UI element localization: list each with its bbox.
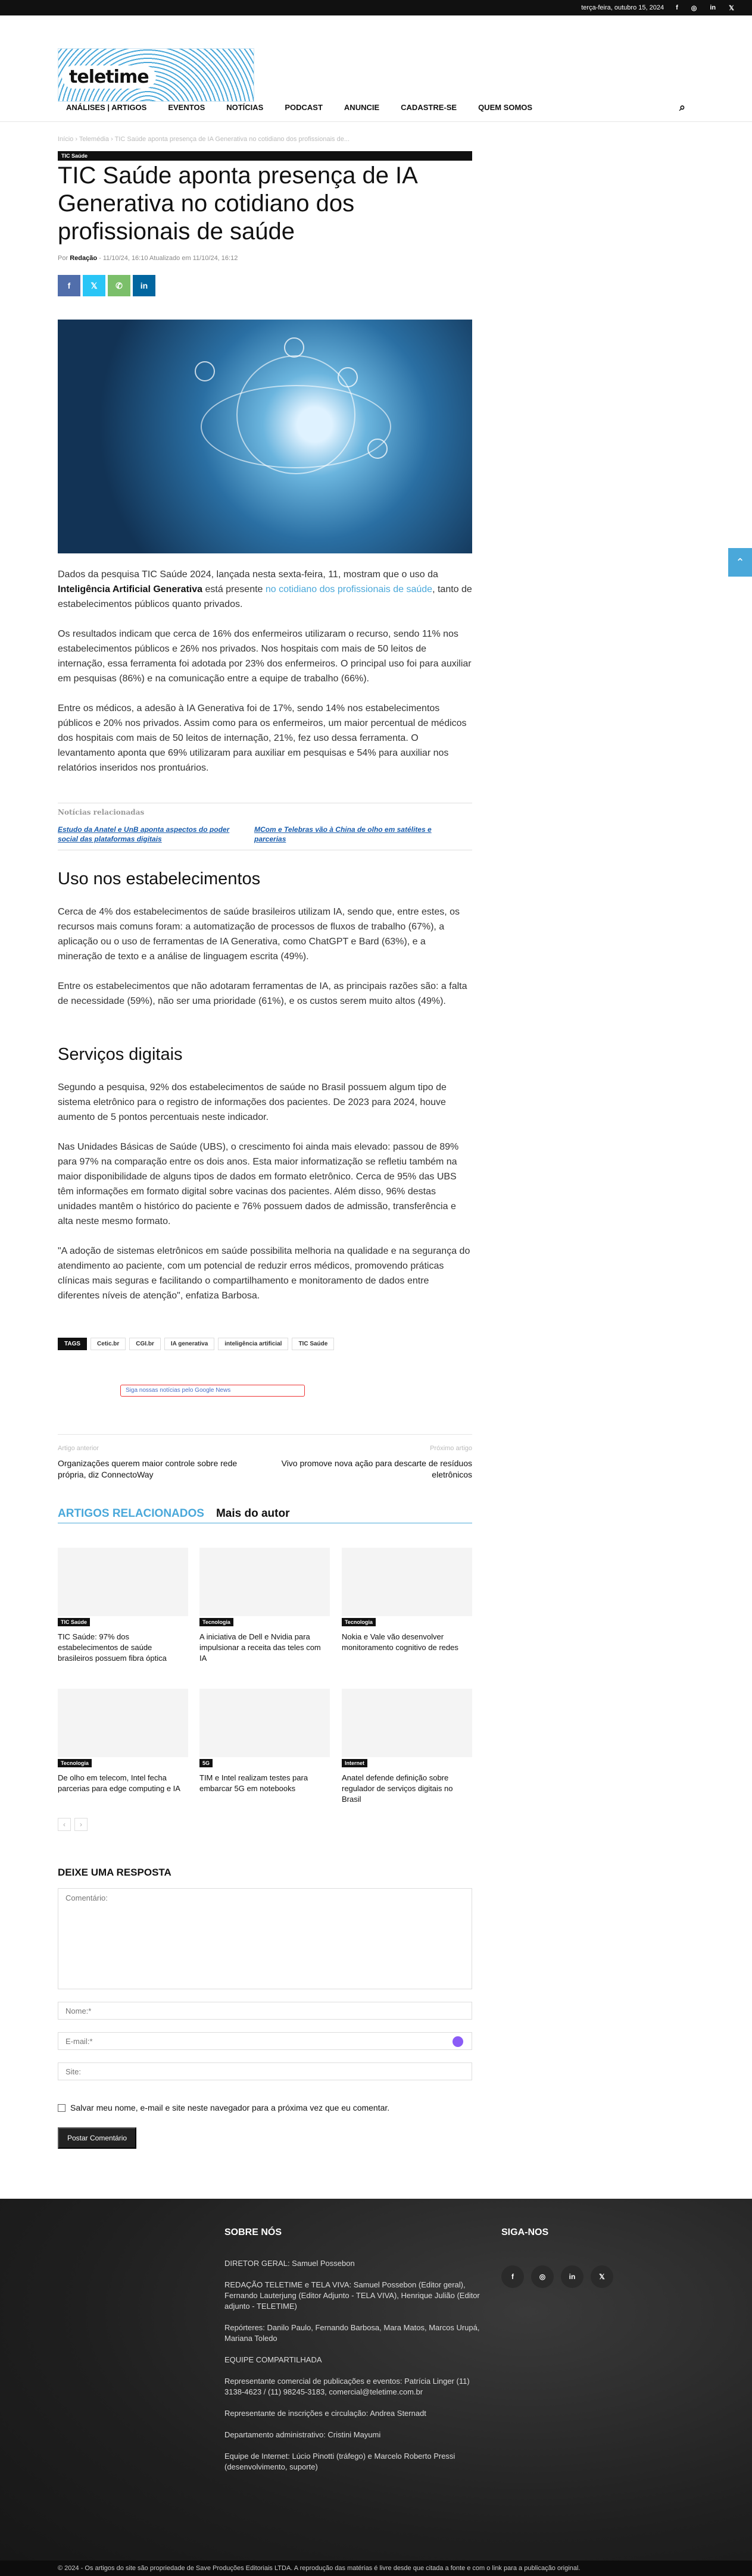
related-tabs xyxy=(58,1507,289,1520)
related-pager xyxy=(58,1818,88,1831)
footer-about-heading: SOBRE NÓS xyxy=(224,2227,282,2237)
paragraph: Dados da pesquisa TIC Saúde 2024, lançada nesta sexta-feira, 11, mostram que o uso da Inteligência Artificial Generativa está presente no cotidiano dos profissionais de saúde, tanto de estabelecimentos públicos quanto privados. xyxy=(58,569,472,609)
site-field[interactable] xyxy=(58,2062,472,2080)
card-title[interactable]: De olho em telecom, Intel fecha parcerias para edge computing e IA xyxy=(58,1773,180,1793)
next-article-link[interactable]: Próximo artigo Vivo promove nova ação para descarte de resíduos eletrônicos xyxy=(281,1445,472,1479)
related-card[interactable] xyxy=(58,1689,188,1794)
hero-ring xyxy=(201,385,391,468)
paragraph: Nas Unidades Básicas de Saúde (UBS), o crescimento foi ainda mais elevado: passou de 89% para 97% na comparação entre os dois anos. Esta maior informatização se refletiu também na maior disponibilidade de alguns tipos de dados em formato eletrônico. Cerca de 95% das UBS têm informações em formato digital sobre vacinas dos pacientes. Além disso, 96% destas unidades mantêm o histórico do paciente e 76% possuem dados de admissão, transferência e alta neste mesmo formato. xyxy=(58,1142,459,1226)
card-title[interactable]: Nokia e Vale vão desenvolver monitoramento cognitivo de redes xyxy=(342,1632,458,1652)
search-icon[interactable]: ⌕ xyxy=(679,101,685,113)
card-image xyxy=(199,1548,330,1616)
share-buttons xyxy=(58,275,155,296)
site-footer xyxy=(0,2199,752,2576)
breadcrumb[interactable]: Início › Telemédia › TIC Saúde aponta presença de IA Generativa no cotidiano dos profissionais de... xyxy=(58,136,350,143)
pager-next-button[interactable]: › xyxy=(74,1818,88,1831)
article-title: TIC Saúde aponta presença de IA Generativa no cotidiano dos profissionais de saúde xyxy=(58,162,417,245)
nav-noticias[interactable]: NOTÍCIAS xyxy=(226,102,264,112)
nav-podcast[interactable]: PODCAST xyxy=(285,102,323,112)
card-category[interactable]: TIC Saúde xyxy=(58,1618,90,1626)
related-news-link[interactable]: Estudo da Anatel e UnB aponta aspectos do poder social das plataformas digitais xyxy=(58,825,230,843)
nav-analises[interactable]: ANÁLISES | ARTIGOS xyxy=(66,102,147,112)
x-icon[interactable]: 𝕏 xyxy=(729,4,734,12)
paragraph: Segundo a pesquisa, 92% dos estabelecimentos de saúde no Brasil possuem algum tipo de sistema eletrônico para o registro de informações dos pacientes. De 2023 para 2024, houve aumento de 5 pontos percentuais neste indicador. xyxy=(58,1082,447,1122)
card-title[interactable]: A iniciativa de Dell e Nvidia para impulsionar a receita das teles com IA xyxy=(199,1632,321,1663)
article-body-intro xyxy=(58,567,472,790)
name-field[interactable] xyxy=(58,2002,472,2020)
nav-anuncie[interactable]: ANUNCIE xyxy=(344,102,380,112)
footer-line: EQUIPE COMPARTILHADA xyxy=(224,2355,322,2364)
nav-eventos[interactable]: EVENTOS xyxy=(168,102,205,112)
hero-heart-icon xyxy=(338,367,358,387)
tab-more-from-author[interactable]: Mais do autor xyxy=(216,1507,290,1520)
hero-stethoscope-icon xyxy=(284,337,304,358)
hero-dna-icon xyxy=(367,439,388,459)
article-meta: Por Redação - 11/10/24, 16:10 Atualizado em 11/10/24, 16:12 xyxy=(58,255,238,262)
related-card[interactable] xyxy=(342,1689,472,1805)
email-field[interactable] xyxy=(58,2032,472,2050)
facebook-icon[interactable]: f xyxy=(501,2265,524,2288)
footer-line: Representante comercial de publicações e eventos: Patrícia Linger (11) 3138-4623 / (11) 98245-3183, comercial@teletime.com.br xyxy=(224,2377,470,2396)
top-social-links xyxy=(676,4,734,12)
pager-prev-button[interactable]: ‹ xyxy=(58,1818,71,1831)
instagram-icon[interactable]: ◎ xyxy=(531,2265,554,2288)
instagram-icon[interactable]: ◎ xyxy=(691,4,697,12)
card-title[interactable]: TIC Saúde: 97% dos estabelecimentos de saúde brasileiros possuem fibra óptica xyxy=(58,1632,167,1663)
share-whatsapp-button[interactable]: ✆ xyxy=(108,275,130,296)
footer-line: Departamento administrativo: Cristini Mayumi xyxy=(224,2430,381,2439)
article-body-section-1 xyxy=(58,904,472,1023)
related-card[interactable] xyxy=(342,1548,472,1653)
footer-line: Repórteres: Danilo Paulo, Fernando Barbosa, Mara Matos, Marcos Urupá, Mariana Toledo xyxy=(224,2323,480,2343)
tab-related-articles[interactable]: ARTIGOS RELACIONADOS xyxy=(58,1507,204,1520)
tag-link[interactable]: inteligência artificial xyxy=(218,1338,288,1350)
share-facebook-button[interactable]: f xyxy=(58,275,80,296)
nav-cadastre-se[interactable]: CADASTRE-SE xyxy=(401,102,457,112)
password-manager-icon[interactable] xyxy=(453,2036,463,2047)
related-card[interactable] xyxy=(199,1548,330,1664)
related-card[interactable] xyxy=(199,1689,330,1794)
category-badge[interactable]: TIC Saúde xyxy=(58,151,472,161)
top-bar xyxy=(0,0,752,15)
card-image xyxy=(342,1548,472,1616)
card-image xyxy=(58,1689,188,1757)
card-category[interactable]: 5G xyxy=(199,1759,213,1767)
post-navigation xyxy=(58,1434,472,1479)
footer-about-text xyxy=(224,2258,484,2483)
paragraph: Entre os médicos, a adesão à IA Generativa foi de 17%, sendo 14% nos estabelecimentos públicos e 20% nos privados. Assim como para os enfermeiros, um maior percentual de médicos dos hospitais com mais de 50 leitos de internação, 21%, fez uso dessa ferramenta. O levantamento aponta que 69% utilizaram para auxiliar em pesquisas e 54% para auxiliar nos relatórios inseridos nos prontuários. xyxy=(58,703,467,773)
footer-line: REDAÇÃO TELETIME e TELA VIVA: Samuel Possebon (Editor geral), Fernando Lauterjung (Editor Adjunto - TELA VIVA), Henrique Julião (Editor adjunto - TELETIME) xyxy=(224,2280,480,2311)
comment-heading: DEIXE UMA RESPOSTA xyxy=(58,1867,171,1878)
site-logo[interactable]: teletime xyxy=(58,48,254,102)
footer-line: DIRETOR GERAL: Samuel Possebon xyxy=(224,2259,355,2268)
copyright: © 2024 - Os artigos do site são propriedade de Save Produções Editoriais LTDA. A reprodução das matérias é livre desde que citada a fonte e com o link para a publicação original. xyxy=(0,2561,752,2576)
footer-follow-heading: SIGA-NOS xyxy=(501,2227,549,2237)
card-category[interactable]: Tecnologia xyxy=(58,1759,92,1767)
current-date: terça-feira, outubro 15, 2024 xyxy=(581,4,664,11)
tag-link[interactable]: IA generativa xyxy=(164,1338,214,1350)
previous-article-link[interactable]: Artigo anterior Organizações querem maior controle sobre rede própria, diz ConnectoWay xyxy=(58,1445,238,1479)
footer-line: Equipe de Internet: Lúcio Pinotti (tráfego) e Marcelo Roberto Pressi (desenvolvimento, suporte) xyxy=(224,2452,455,2471)
x-icon[interactable]: 𝕏 xyxy=(591,2265,613,2288)
paragraph: Cerca de 4% dos estabelecimentos de saúde brasileiros utilizam IA, sendo que, entre estes, os recursos mais comuns foram: a automatização de processos de fluxos de trabalho (67%), a aplicação ou o uso de ferramentas de IA Generativa, como ChatGPT e Bard (63%), e a mineração de texto e a análise de linguagem escrita (49%). xyxy=(58,907,460,962)
share-x-button[interactable]: 𝕏 xyxy=(83,275,105,296)
article-hero-image xyxy=(58,320,472,553)
footer-line: Representante de inscrições e circulação: Andrea Sternadt xyxy=(224,2409,426,2418)
scroll-to-top-button[interactable]: ⌃ xyxy=(728,548,752,577)
checkbox-box[interactable] xyxy=(58,2104,65,2112)
google-news-button[interactable]: Siga nossas notícias pelo Google News xyxy=(120,1385,305,1397)
save-info-checkbox[interactable]: Salvar meu nome, e-mail e site neste navegador para a próxima vez que eu comentar. xyxy=(58,2103,389,2112)
inline-link[interactable]: no cotidiano dos profissionais de saúde xyxy=(265,584,433,594)
related-news-box xyxy=(58,803,472,850)
tag-link[interactable]: TIC Saúde xyxy=(292,1338,334,1350)
related-news-heading: Notícias relacionadas xyxy=(58,808,145,816)
hero-pill-icon xyxy=(195,361,215,381)
footer-social-links xyxy=(501,2265,613,2288)
card-category[interactable]: Tecnologia xyxy=(199,1618,233,1626)
card-category[interactable]: Internet xyxy=(342,1759,367,1767)
paragraph: "A adoção de sistemas eletrônicos em saúde possibilita melhoria na qualidade e na segurança do atendimento ao paciente, com um potencial de reduzir erros médicos, promovendo práticas clínicas mais seguras e facilitando o compartilhamento e monitoramento de dados entre diferentes níveis de atenção", enfatiza Barbosa. xyxy=(58,1246,470,1301)
linkedin-icon[interactable]: in xyxy=(710,4,716,11)
section-heading: Serviços digitais xyxy=(58,1045,183,1064)
card-title[interactable]: TIM e Intel realizam testes para embarcar 5G em notebooks xyxy=(199,1773,308,1793)
card-image xyxy=(199,1689,330,1757)
related-card[interactable] xyxy=(58,1548,188,1664)
linkedin-icon[interactable]: in xyxy=(561,2265,583,2288)
main-nav xyxy=(0,95,752,119)
card-category[interactable]: Tecnologia xyxy=(342,1618,376,1626)
site-header xyxy=(0,15,752,92)
post-comment-button[interactable]: Postar Comentário xyxy=(58,2127,136,2149)
card-image xyxy=(58,1548,188,1616)
share-linkedin-button[interactable]: in xyxy=(133,275,155,296)
tags-label: TAGS xyxy=(58,1338,87,1350)
nav-quem-somos[interactable]: QUEM SOMOS xyxy=(478,102,533,112)
author-link[interactable]: Redação xyxy=(70,255,98,262)
article-body-section-2 xyxy=(58,1080,472,1318)
nav-divider xyxy=(0,121,752,122)
facebook-icon[interactable]: f xyxy=(676,4,678,11)
tags-list xyxy=(58,1338,334,1350)
card-title[interactable]: Anatel defende definição sobre regulador de serviços digitais no Brasil xyxy=(342,1773,453,1804)
comment-textarea[interactable] xyxy=(58,1888,472,1989)
paragraph: Os resultados indicam que cerca de 16% dos enfermeiros utilizaram o recurso, sendo 11% nos estabelecimentos públicos e 26% nos privados. Nos hospitais com mais de 50 leitos de internação, essa ferramenta foi adotada por 23% dos enfermeiros. O principal uso foi para auxiliar em pesquisas (86%) e na comunicação entre a equipe de trabalho (66%). xyxy=(58,629,472,684)
tag-link[interactable]: Cetic.br xyxy=(91,1338,126,1350)
section-heading: Uso nos estabelecimentos xyxy=(58,869,261,888)
tag-link[interactable]: CGI.br xyxy=(129,1338,161,1350)
related-news-link[interactable]: MCom e Telebras vão à China de olho em satélites e parcerias xyxy=(254,825,432,843)
card-image xyxy=(342,1689,472,1757)
paragraph: Entre os estabelecimentos que não adotaram ferramentas de IA, as principais razões são: a falta de necessidade (59%), não ser uma prioridade (61%), e os custos serem muito altos (49%). xyxy=(58,981,467,1006)
